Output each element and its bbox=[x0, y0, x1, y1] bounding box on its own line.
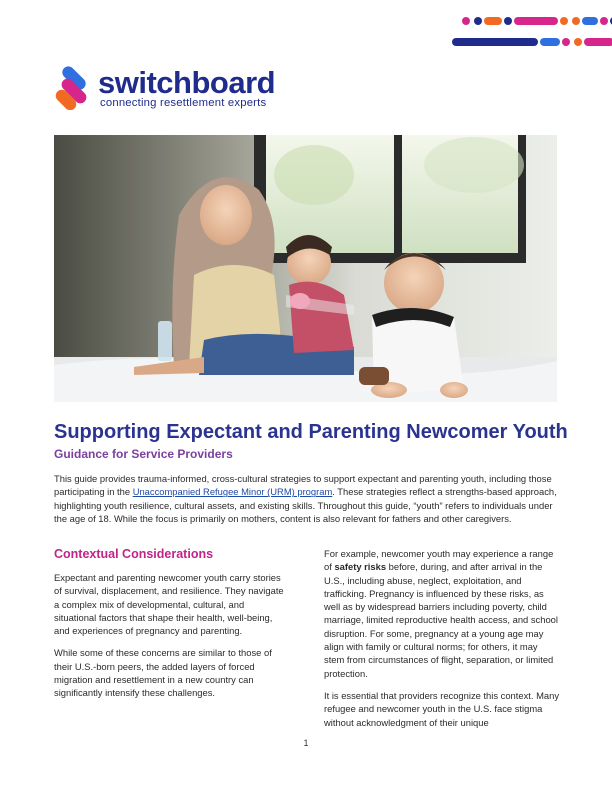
switchboard-logo-icon bbox=[54, 66, 94, 110]
right-paragraph-1-start: For example, newcomer youth may experience a range of bbox=[324, 548, 554, 573]
brand-tagline: connecting resettlement experts bbox=[100, 97, 267, 109]
intro-text-end: . These strategies reflect a strengths-based approach, highlighting youth resilience, cultural assets, and existing skills. Throughout this guide, “youth” refers to individuals under the age of 18. While the focus is primarily on mothers, content is also relevant for fathers and other caregivers. bbox=[54, 486, 557, 524]
mother-with-toddler-and-baby-photo bbox=[54, 135, 557, 402]
left-paragraph-1: Expectant and parenting newcomer youth carry stories of survival, displacement, and resilience. They navigate a complex mix of developmental, cultural, and situational factors that shape their health, well-being, and experiences of pregnancy and parenting. bbox=[54, 572, 284, 637]
decorative-dot-pattern bbox=[452, 12, 612, 50]
urm-program-link[interactable]: Unaccompanied Refugee Minor (URM) program bbox=[132, 486, 333, 498]
left-column bbox=[54, 547, 288, 709]
intro-paragraph bbox=[54, 472, 560, 525]
page-title: Supporting Expectant and Parenting Newcomer Youth bbox=[54, 421, 568, 443]
page-number: 1 bbox=[303, 738, 309, 748]
brand-name: switchboard bbox=[98, 65, 276, 100]
page-subtitle: Guidance for Service Providers bbox=[54, 447, 233, 461]
right-column bbox=[324, 547, 560, 738]
safety-risks-emphasis: safety risks bbox=[334, 561, 387, 573]
left-paragraph-2: While some of these concerns are similar to those of their U.S.-born peers, the added layers of forced migration and resettlement in a new country can significantly intensify these challenges. bbox=[54, 647, 272, 699]
switchboard-logo bbox=[54, 66, 294, 112]
right-paragraph-1 bbox=[324, 547, 560, 680]
right-paragraph-1-end: before, during, and after arrival in the U.S., including abuse, neglect, exploitation, and trafficking. Pregnancy is influenced by these risks, as well as by widespread barriers including poverty, child marriage, limited reproductive health access, and school disruption. For some, pregnancy at a young age may align with family or cultural norms; for others, it may stem from circumstances of flight, separation, or limited protection. bbox=[324, 561, 558, 679]
right-paragraph-2: It is essential that providers recognize this context. Many refugee and newcomer youth in the U.S. face stigma without acknowledgment of their unique bbox=[324, 689, 560, 728]
section-heading: Contextual Considerations bbox=[54, 547, 214, 561]
intro-text-start: This guide provides trauma-informed, cross-cultural strategies to support expectant and parenting youth, including those participating in the bbox=[54, 473, 552, 498]
